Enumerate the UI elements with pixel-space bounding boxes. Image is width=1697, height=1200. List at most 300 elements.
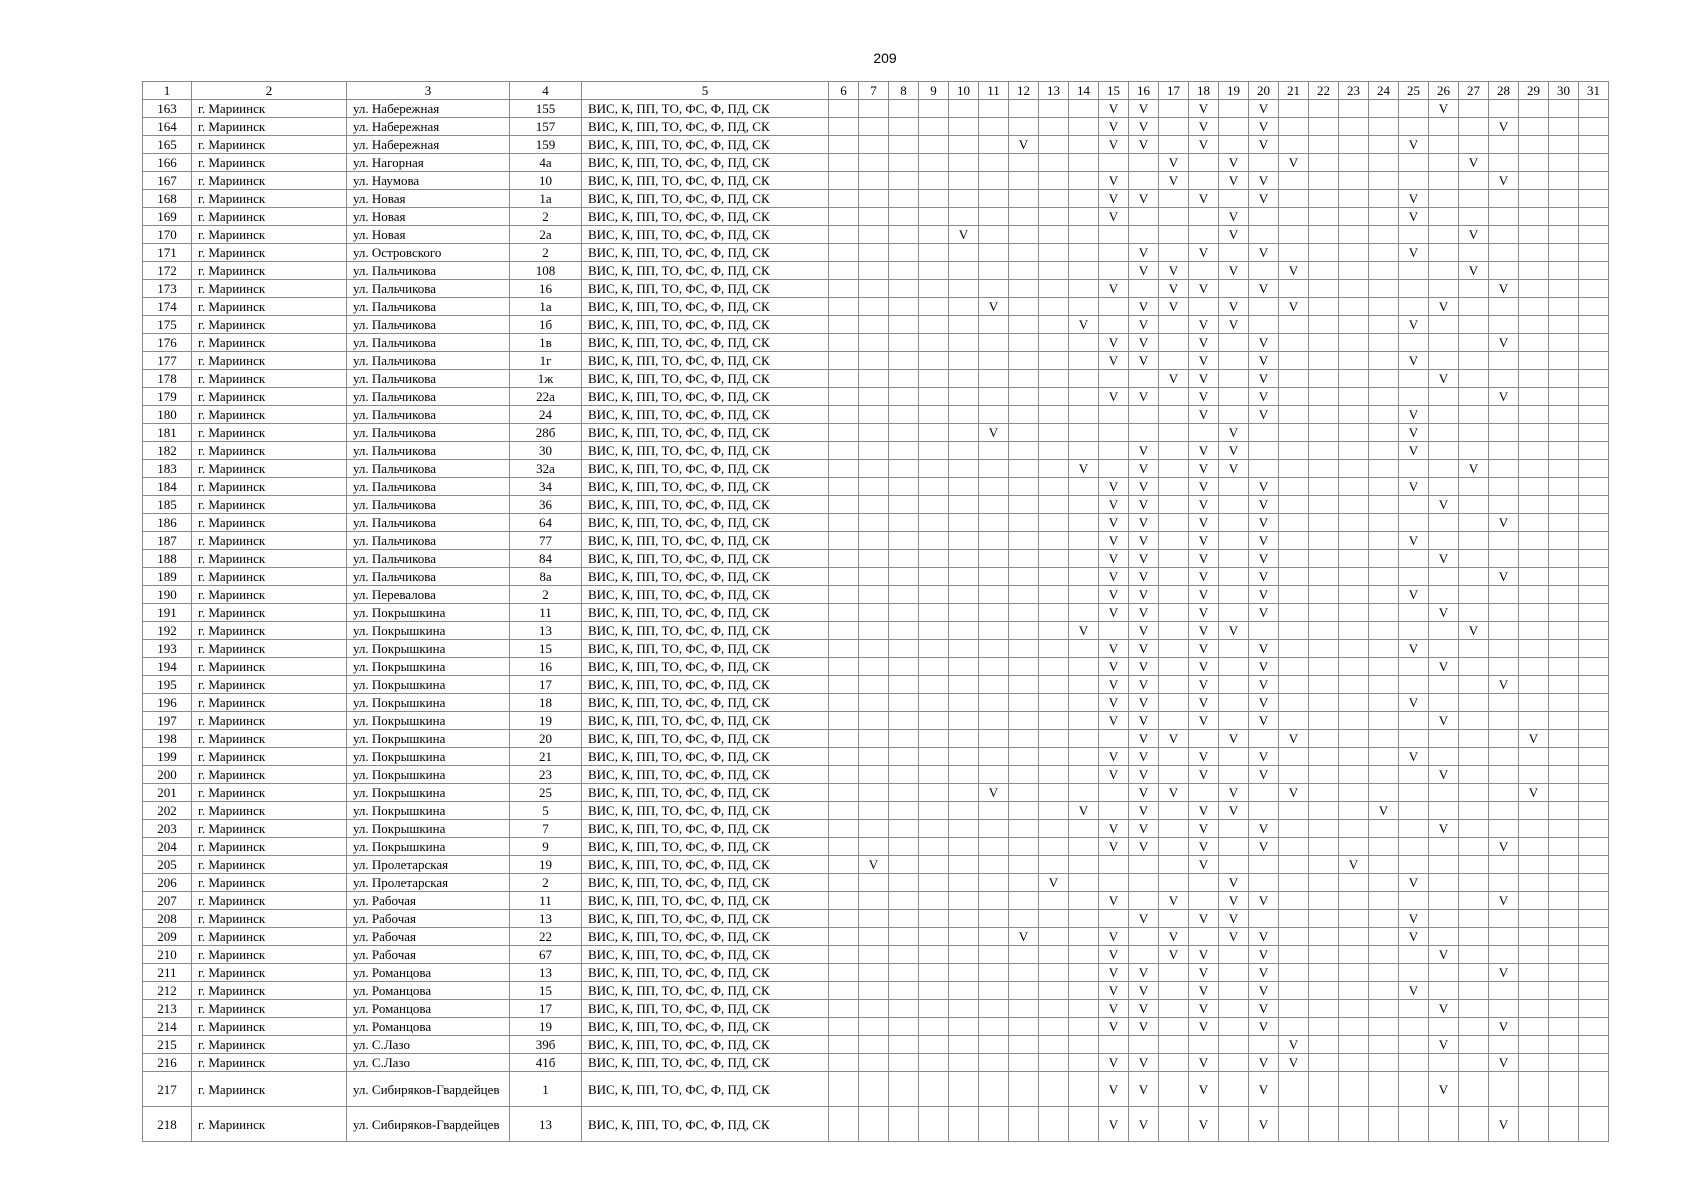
empty-cell [949,406,979,424]
empty-cell [1489,550,1519,568]
table-row [143,136,1609,154]
city-cell: г. Мариинск [192,334,347,352]
empty-cell [1459,604,1489,622]
empty-cell [1459,982,1489,1000]
empty-cell [1519,514,1549,532]
empty-cell [1459,1072,1489,1107]
empty-cell [1489,1000,1519,1018]
empty-cell [859,388,889,406]
empty-cell [1549,658,1579,676]
empty-cell [1519,1036,1549,1054]
row-number: 163 [143,100,192,118]
empty-cell [1579,964,1609,982]
empty-cell [1549,730,1579,748]
check-mark: V [1249,388,1279,406]
empty-cell [889,748,919,766]
check-mark: V [1189,352,1219,370]
empty-cell [1069,442,1099,460]
row-number: 218 [143,1107,192,1142]
city-cell: г. Мариинск [192,226,347,244]
empty-cell [1219,766,1249,784]
empty-cell [829,370,859,388]
empty-cell [919,928,949,946]
empty-cell [1429,154,1459,172]
empty-cell [949,100,979,118]
empty-cell [1099,244,1129,262]
empty-cell [829,910,859,928]
empty-cell [1189,208,1219,226]
empty-cell [1039,1018,1069,1036]
empty-cell [1099,622,1129,640]
empty-cell [1519,946,1549,964]
empty-cell [1159,334,1189,352]
check-mark: V [1189,946,1219,964]
empty-cell [1519,1018,1549,1036]
check-mark: V [1159,946,1189,964]
empty-cell [1549,1036,1579,1054]
empty-cell [1009,442,1039,460]
empty-cell [949,982,979,1000]
empty-cell [829,388,859,406]
empty-cell [829,460,859,478]
house-number-cell: 24 [510,406,582,424]
empty-cell [1069,748,1099,766]
house-number-cell: 1ж [510,370,582,388]
check-mark: V [1189,712,1219,730]
empty-cell [1549,748,1579,766]
empty-cell [979,802,1009,820]
city-cell: г. Мариинск [192,748,347,766]
street-cell: ул. Пальчикова [347,424,510,442]
empty-cell [859,190,889,208]
table-row [143,928,1609,946]
empty-cell [889,676,919,694]
city-cell: г. Мариинск [192,964,347,982]
check-mark: V [1129,784,1159,802]
row-number: 207 [143,892,192,910]
empty-cell [1219,352,1249,370]
empty-cell [1129,406,1159,424]
row-number: 185 [143,496,192,514]
empty-cell [1009,190,1039,208]
empty-cell [1039,910,1069,928]
empty-cell [889,946,919,964]
empty-cell [1429,802,1459,820]
row-number: 196 [143,694,192,712]
works-cell: ВИС, К, ПП, ТО, ФС, Ф, ПД, СК [582,802,829,820]
empty-cell [889,658,919,676]
empty-cell [1459,568,1489,586]
empty-cell [1459,712,1489,730]
empty-cell [1549,406,1579,424]
empty-cell [1009,406,1039,424]
empty-cell [1549,640,1579,658]
street-cell: ул. Покрышкина [347,820,510,838]
empty-cell [1039,118,1069,136]
check-mark: V [1189,658,1219,676]
table-row [143,712,1609,730]
empty-cell [1219,946,1249,964]
empty-cell [1279,118,1309,136]
empty-cell [1399,226,1429,244]
empty-cell [1309,712,1339,730]
works-cell: ВИС, К, ПП, ТО, ФС, Ф, ПД, СК [582,910,829,928]
empty-cell [1549,1018,1579,1036]
empty-cell [1459,694,1489,712]
empty-cell [1099,784,1129,802]
city-cell: г. Мариинск [192,280,347,298]
empty-cell [1159,190,1189,208]
table-row [143,352,1609,370]
empty-cell [1069,172,1099,190]
row-number: 209 [143,928,192,946]
street-cell: ул. Покрышкина [347,658,510,676]
empty-cell [1219,244,1249,262]
empty-cell [1069,1054,1099,1072]
check-mark: V [1249,1072,1279,1107]
empty-cell [829,838,859,856]
empty-cell [979,676,1009,694]
empty-cell [859,910,889,928]
empty-cell [1159,838,1189,856]
city-cell: г. Мариинск [192,388,347,406]
empty-cell [1519,622,1549,640]
works-cell: ВИС, К, ПП, ТО, ФС, Ф, ПД, СК [582,820,829,838]
row-number: 204 [143,838,192,856]
city-cell: г. Мариинск [192,550,347,568]
check-mark: V [1399,748,1429,766]
empty-cell [1459,172,1489,190]
empty-cell [1339,1107,1369,1142]
empty-cell [1519,1000,1549,1018]
empty-cell [1399,784,1429,802]
check-mark: V [1189,820,1219,838]
empty-cell [919,406,949,424]
empty-cell [1009,154,1039,172]
empty-cell [1069,892,1099,910]
check-mark: V [1249,406,1279,424]
empty-cell [1279,532,1309,550]
empty-cell [1309,1054,1339,1072]
empty-cell [1069,820,1099,838]
empty-cell [1549,586,1579,604]
check-mark: V [1129,802,1159,820]
empty-cell [1339,568,1369,586]
empty-cell [1219,280,1249,298]
works-cell: ВИС, К, ПП, ТО, ФС, Ф, ПД, СК [582,352,829,370]
empty-cell [979,766,1009,784]
empty-cell [1039,856,1069,874]
empty-cell [979,514,1009,532]
row-number: 170 [143,226,192,244]
empty-cell [1579,712,1609,730]
city-cell: г. Мариинск [192,820,347,838]
check-mark: V [1429,604,1459,622]
empty-cell [1069,1072,1099,1107]
empty-cell [1309,982,1339,1000]
empty-cell [1309,1107,1339,1142]
empty-cell [1069,874,1099,892]
empty-cell [1339,352,1369,370]
empty-cell [859,694,889,712]
empty-cell [1249,226,1279,244]
house-number-cell: 39б [510,1036,582,1054]
empty-cell [1279,280,1309,298]
empty-cell [949,424,979,442]
check-mark: V [1129,316,1159,334]
empty-cell [1489,352,1519,370]
check-mark: V [1489,838,1519,856]
empty-cell [1489,802,1519,820]
empty-cell [829,334,859,352]
empty-cell [1129,424,1159,442]
house-number-cell: 1б [510,316,582,334]
empty-cell [1369,874,1399,892]
table-row [143,856,1609,874]
empty-cell [1399,802,1429,820]
check-mark: V [1429,1036,1459,1054]
empty-cell [1039,406,1069,424]
empty-cell [1009,334,1039,352]
empty-cell [1549,190,1579,208]
empty-cell [1519,856,1549,874]
empty-cell [859,532,889,550]
empty-cell [1069,352,1099,370]
empty-cell [1039,838,1069,856]
empty-cell [1279,802,1309,820]
empty-cell [1309,262,1339,280]
empty-cell [1399,154,1429,172]
empty-cell [1099,910,1129,928]
empty-cell [1459,1107,1489,1142]
empty-cell [829,1107,859,1142]
table-row [143,802,1609,820]
empty-cell [1009,568,1039,586]
empty-cell [949,820,979,838]
empty-cell [1339,136,1369,154]
check-mark: V [1189,694,1219,712]
empty-cell [1249,442,1279,460]
empty-cell [1339,280,1369,298]
empty-cell [949,208,979,226]
empty-cell [1069,1036,1099,1054]
empty-cell [1519,136,1549,154]
empty-cell [1369,514,1399,532]
table-row [143,568,1609,586]
empty-cell [1069,604,1099,622]
empty-cell [889,532,919,550]
empty-cell [1159,640,1189,658]
empty-cell [889,334,919,352]
empty-cell [1219,694,1249,712]
table-row [143,442,1609,460]
empty-cell [1069,712,1099,730]
works-cell: ВИС, К, ПП, ТО, ФС, Ф, ПД, СК [582,928,829,946]
empty-cell [1429,316,1459,334]
row-number: 179 [143,388,192,406]
empty-cell [1549,496,1579,514]
empty-cell [979,604,1009,622]
check-mark: V [1129,244,1159,262]
empty-cell [1189,1036,1219,1054]
empty-cell [1159,208,1189,226]
empty-cell [1039,172,1069,190]
register-table [142,81,1609,1142]
empty-cell [1309,334,1339,352]
check-mark: V [1099,280,1129,298]
house-number-cell: 2а [510,226,582,244]
empty-cell [1489,136,1519,154]
empty-cell [1339,370,1369,388]
empty-cell [1159,514,1189,532]
empty-cell [1369,280,1399,298]
house-number-cell: 67 [510,946,582,964]
empty-cell [919,1018,949,1036]
house-number-cell: 22 [510,928,582,946]
table-row [143,550,1609,568]
empty-cell [1219,964,1249,982]
empty-cell [1369,1000,1399,1018]
empty-cell [1549,820,1579,838]
check-mark: V [1279,1054,1309,1072]
empty-cell [979,874,1009,892]
empty-cell [1309,118,1339,136]
check-mark: V [1249,658,1279,676]
empty-cell [1219,1072,1249,1107]
check-mark: V [1129,820,1159,838]
column-header-31: 31 [1579,82,1609,100]
empty-cell [889,424,919,442]
empty-cell [1309,190,1339,208]
empty-cell [1579,1000,1609,1018]
empty-cell [1579,280,1609,298]
check-mark: V [1129,100,1159,118]
empty-cell [1459,280,1489,298]
check-mark: V [1249,838,1279,856]
works-cell: ВИС, К, ПП, ТО, ФС, Ф, ПД, СК [582,388,829,406]
empty-cell [889,370,919,388]
empty-cell [1039,892,1069,910]
empty-cell [1069,586,1099,604]
empty-cell [1369,154,1399,172]
row-number: 180 [143,406,192,424]
empty-cell [1039,388,1069,406]
check-mark: V [1399,532,1429,550]
check-mark: V [1069,316,1099,334]
empty-cell [1039,244,1069,262]
empty-cell [1549,946,1579,964]
empty-cell [1309,406,1339,424]
empty-cell [1489,298,1519,316]
empty-cell [1249,874,1279,892]
city-cell: г. Мариинск [192,910,347,928]
check-mark: V [1249,244,1279,262]
empty-cell [1429,172,1459,190]
empty-cell [1459,136,1489,154]
check-mark: V [1429,712,1459,730]
empty-cell [919,766,949,784]
empty-cell [1009,496,1039,514]
empty-cell [1309,928,1339,946]
empty-cell [1279,226,1309,244]
empty-cell [1309,388,1339,406]
empty-cell [1279,172,1309,190]
empty-cell [979,172,1009,190]
street-cell: ул. Пальчикова [347,352,510,370]
empty-cell [979,820,1009,838]
empty-cell [919,838,949,856]
check-mark: V [1399,874,1429,892]
city-cell: г. Мариинск [192,928,347,946]
row-number: 216 [143,1054,192,1072]
empty-cell [889,856,919,874]
city-cell: г. Мариинск [192,712,347,730]
check-mark: V [1129,622,1159,640]
empty-cell [1069,208,1099,226]
empty-cell [1579,424,1609,442]
empty-cell [1429,730,1459,748]
empty-cell [1159,460,1189,478]
empty-cell [979,1000,1009,1018]
empty-cell [1369,928,1399,946]
empty-cell [1459,496,1489,514]
house-number-cell: 15 [510,982,582,1000]
empty-cell [1279,208,1309,226]
check-mark: V [1489,118,1519,136]
empty-cell [1339,784,1369,802]
empty-cell [889,838,919,856]
empty-cell [1489,478,1519,496]
table-row [143,784,1609,802]
house-number-cell: 17 [510,676,582,694]
check-mark: V [1189,982,1219,1000]
empty-cell [1069,406,1099,424]
check-mark: V [1249,892,1279,910]
empty-cell [1069,100,1099,118]
empty-cell [1459,838,1489,856]
empty-cell [1129,154,1159,172]
empty-cell [1429,442,1459,460]
empty-cell [1489,982,1519,1000]
row-number: 206 [143,874,192,892]
empty-cell [1519,910,1549,928]
empty-cell [1009,748,1039,766]
empty-cell [829,676,859,694]
empty-cell [919,424,949,442]
check-mark: V [1249,928,1279,946]
empty-cell [1339,190,1369,208]
city-cell: г. Мариинск [192,190,347,208]
empty-cell [829,946,859,964]
row-number: 214 [143,1018,192,1036]
check-mark: V [1219,316,1249,334]
empty-cell [919,478,949,496]
empty-cell [1159,244,1189,262]
city-cell: г. Мариинск [192,694,347,712]
empty-cell [1489,154,1519,172]
empty-cell [919,280,949,298]
empty-cell [889,1107,919,1142]
empty-cell [979,190,1009,208]
empty-cell [1279,136,1309,154]
empty-cell [829,280,859,298]
check-mark: V [1129,766,1159,784]
empty-cell [949,1054,979,1072]
empty-cell [919,136,949,154]
check-mark: V [1219,460,1249,478]
street-cell: ул. Романцова [347,1018,510,1036]
check-mark: V [1489,1107,1519,1142]
